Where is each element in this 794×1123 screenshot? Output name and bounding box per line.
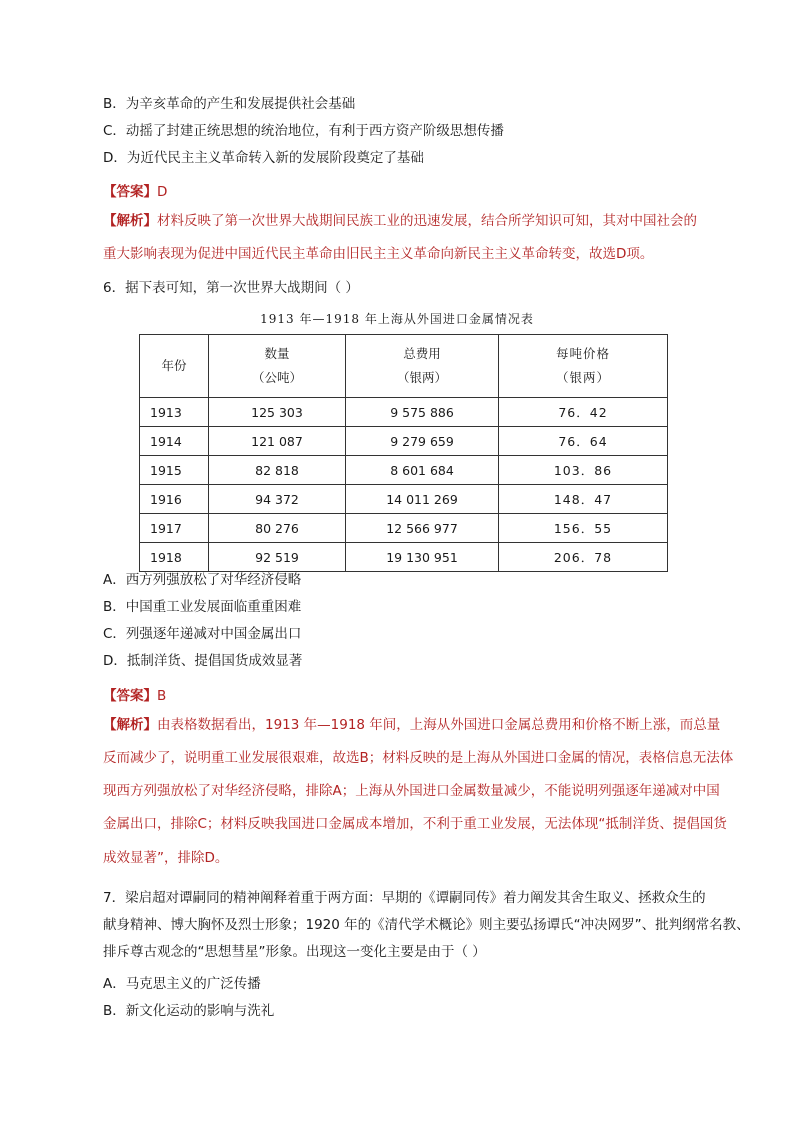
table-header-row xyxy=(140,335,668,398)
cell-price: 206．78 xyxy=(499,543,668,572)
cell-quantity: 80 276 xyxy=(209,514,346,543)
cell-year: 1916 xyxy=(140,485,209,514)
cell-price: 148．47 xyxy=(499,485,668,514)
header-quantity xyxy=(209,335,346,398)
import-metals-table xyxy=(139,334,668,572)
cell-year: 1913 xyxy=(140,398,209,427)
q7-stem-line-3: 排斥尊古观念的“思想彗星”形象。出现这一变化主要是由于（ ） xyxy=(103,944,486,960)
table-row xyxy=(140,514,668,543)
analysis-text: 材料反映了第一次世界大战期间民族工业的迅速发展，结合所学知识可知，其对中国社会的 xyxy=(157,213,697,229)
q6-option-a: A．西方列强放松了对华经济侵略 xyxy=(103,572,302,588)
cell-year: 1918 xyxy=(140,543,209,572)
answer-value: D xyxy=(157,184,168,200)
q6-analysis-line-4: 金属出口，排除C；材料反映我国进口金属成本增加，不利于重工业发展，无法体现“抵制洋货、提倡国货 xyxy=(103,816,727,832)
header-year: 年份 xyxy=(140,335,209,398)
table-row xyxy=(140,398,668,427)
answer-tag: 【答案】 xyxy=(103,184,157,200)
q6-analysis-line-2: 反而减少了，说明重工业发展很艰难，故选B；材料反映的是上海从外国进口金属的情况，表格信息无法体 xyxy=(103,750,734,766)
table-caption: 1913 年—1918 年上海从外国进口金属情况表 xyxy=(260,312,534,326)
table-row xyxy=(140,427,668,456)
cell-quantity: 125 303 xyxy=(209,398,346,427)
q6-analysis-line-5: 成效显著”，排除D。 xyxy=(103,850,229,866)
analysis-text: 由表格数据看出，1913 年—1918 年间，上海从外国进口金属总费用和价格不断上涨，而总量 xyxy=(157,717,721,733)
cell-total-cost: 9 575 886 xyxy=(346,398,499,427)
analysis-tag: 【解析】 xyxy=(103,213,157,229)
q7-option-b: B．新文化运动的影响与洗礼 xyxy=(103,1003,275,1019)
cell-year: 1914 xyxy=(140,427,209,456)
header-total-cost xyxy=(346,335,499,398)
cell-total-cost: 8 601 684 xyxy=(346,456,499,485)
q5-answer xyxy=(103,183,167,201)
header-cost-unit: （银两） xyxy=(396,370,447,385)
analysis-tag: 【解析】 xyxy=(103,717,157,733)
header-quantity-unit: （公吨） xyxy=(251,370,302,385)
q5-analysis-line-1 xyxy=(103,212,697,230)
cell-total-cost: 12 566 977 xyxy=(346,514,499,543)
header-quantity-label: 数量 xyxy=(264,346,290,361)
table-row xyxy=(140,456,668,485)
header-price-label: 每吨价格 xyxy=(555,346,610,361)
answer-tag: 【答案】 xyxy=(103,688,157,704)
cell-year: 1917 xyxy=(140,514,209,543)
cell-quantity: 82 818 xyxy=(209,456,346,485)
q6-analysis-line-3: 现西方列强放松了对华经济侵略，排除A；上海从外国进口金属数量减少，不能说明列强逐年递减对中国 xyxy=(103,783,720,799)
cell-total-cost: 19 130 951 xyxy=(346,543,499,572)
q5-option-b: B．为辛亥革命的产生和发展提供社会基础 xyxy=(103,96,356,112)
cell-price: 156．55 xyxy=(499,514,668,543)
q7-stem-line-1: 7．梁启超对谭嗣同的精神阐释着重于两方面：早期的《谭嗣同传》着力阐发其舍生取义、拯救众生的 xyxy=(103,890,706,906)
q5-option-c: C．动摇了封建正统思想的统治地位，有利于西方资产阶级思想传播 xyxy=(103,123,504,139)
q6-option-c: C．列强逐年递减对中国金属出口 xyxy=(103,626,302,642)
q7-option-a: A．马克思主义的广泛传播 xyxy=(103,976,261,992)
header-price-per-ton xyxy=(499,335,668,398)
cell-quantity: 121 087 xyxy=(209,427,346,456)
q6-analysis-line-1 xyxy=(103,716,720,734)
cell-price: 76．64 xyxy=(499,427,668,456)
q6-stem: 6．据下表可知，第一次世界大战期间（ ） xyxy=(103,280,359,296)
q5-option-d: D．为近代民主主义革命转入新的发展阶段奠定了基础 xyxy=(103,150,424,166)
header-price-unit: （银两） xyxy=(555,370,610,385)
cell-year: 1915 xyxy=(140,456,209,485)
q6-answer xyxy=(103,687,166,705)
header-cost-label: 总费用 xyxy=(403,346,441,361)
table-row xyxy=(140,485,668,514)
q5-analysis-line-2: 重大影响表现为促进中国近代民主革命由旧民主主义革命向新民主主义革命转变，故选D项。 xyxy=(103,246,654,262)
q7-stem-line-2: 献身精神、博大胸怀及烈士形象；1920 年的《清代学术概论》则主要弘扬谭氏“冲决网罗”、批判纲常名教、 xyxy=(103,917,750,933)
table-row xyxy=(140,543,668,572)
answer-value: B xyxy=(157,688,167,704)
cell-price: 76．42 xyxy=(499,398,668,427)
cell-total-cost: 14 011 269 xyxy=(346,485,499,514)
cell-quantity: 94 372 xyxy=(209,485,346,514)
q6-option-b: B．中国重工业发展面临重重困难 xyxy=(103,599,302,615)
cell-quantity: 92 519 xyxy=(209,543,346,572)
q6-option-d: D．抵制洋货、提倡国货成效显著 xyxy=(103,653,303,669)
cell-price: 103．86 xyxy=(499,456,668,485)
cell-total-cost: 9 279 659 xyxy=(346,427,499,456)
